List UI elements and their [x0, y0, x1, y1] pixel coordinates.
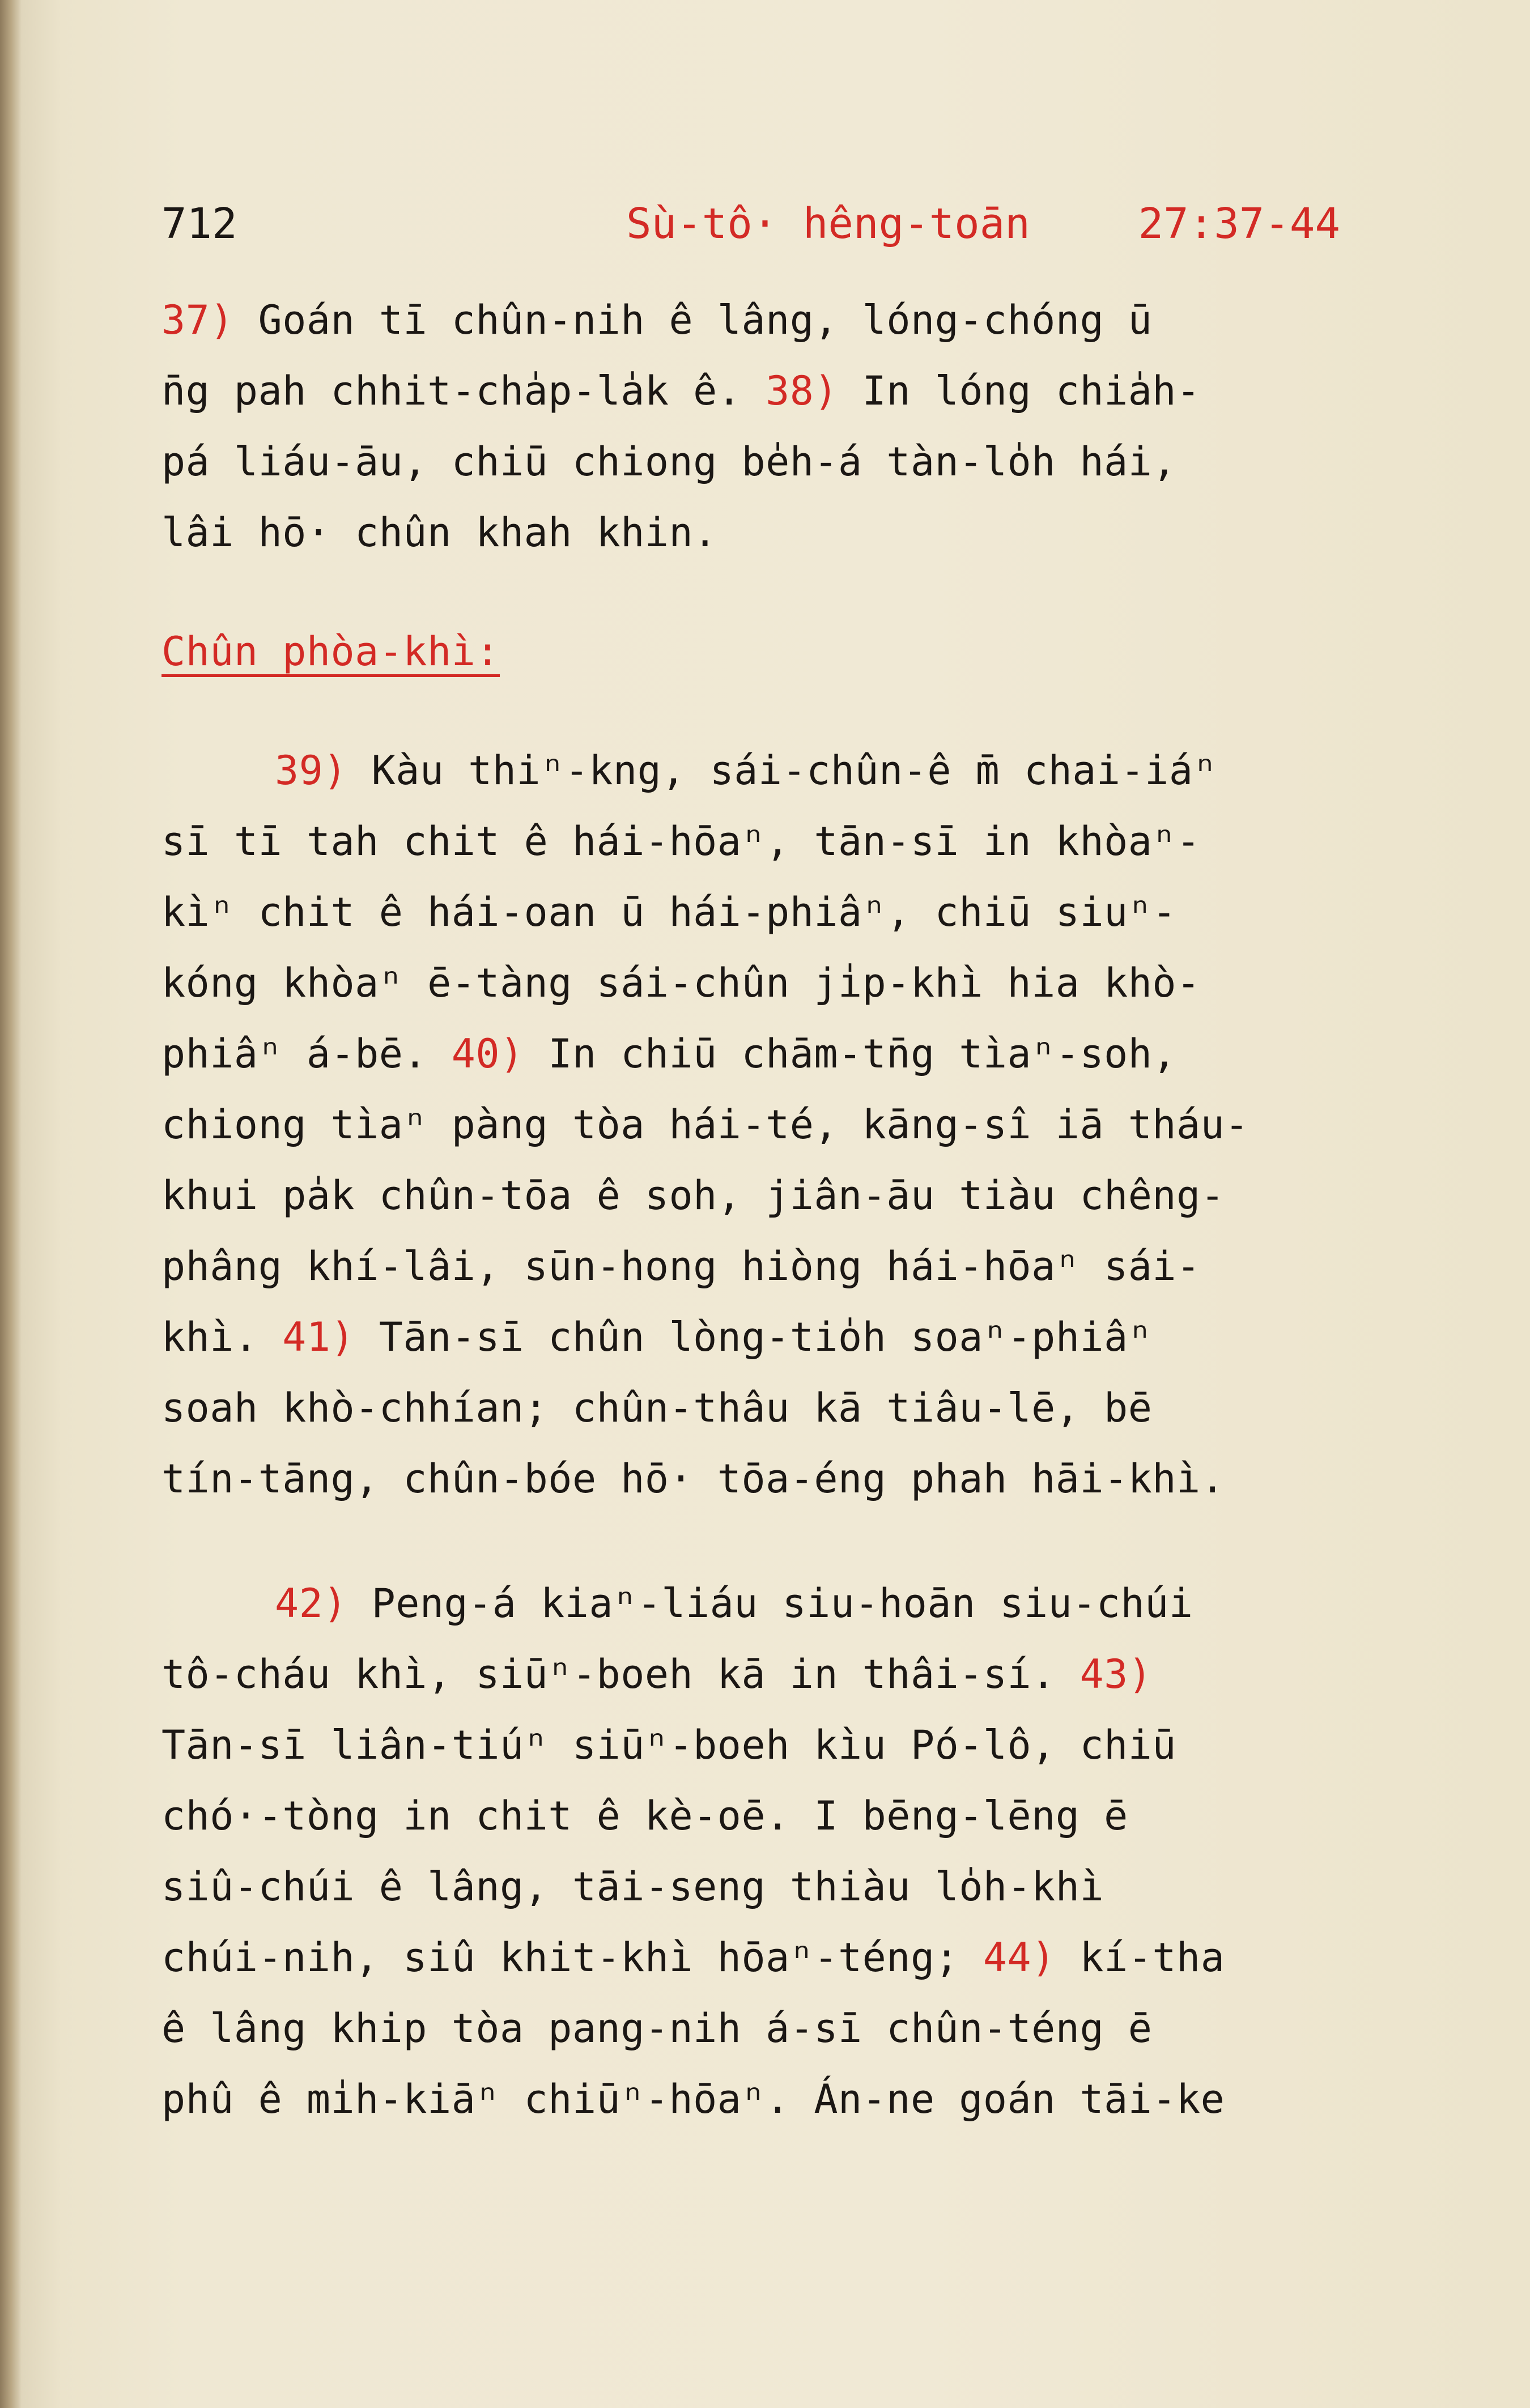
line-text: phû ê mi̍h-kiāⁿ chiūⁿ-hōaⁿ. Án-ne goán tāi-ke — [162, 2076, 1225, 2122]
line-text: khui pa̍k chûn-tōa ê soh, jiân-āu tiàu chêng- — [162, 1172, 1225, 1219]
line-text: chúi-nih, siû khit-khì hōaⁿ-téng; — [162, 1934, 983, 1981]
line-text: Tān-sī chûn lòng-tio̍h soaⁿ-phiâⁿ — [355, 1314, 1153, 1360]
page-number: 712 — [162, 199, 237, 248]
text-line — [162, 1858, 1104, 1915]
verse-number-40: 40) — [451, 1031, 524, 1077]
text-line — [162, 1788, 1128, 1844]
text-line — [162, 1096, 1249, 1153]
text-line — [162, 1167, 1225, 1224]
text-line — [162, 1026, 1176, 1082]
line-text: Goán tī chûn-nih ê lâng, lóng-chóng ū — [233, 297, 1153, 343]
page-header — [162, 193, 1340, 255]
line-text: Peng-á kiaⁿ-liáu siu-hoān siu-chúi — [347, 1580, 1193, 1627]
line-text: kóng khòaⁿ ē-tàng sái-chûn ji̍p-khì hia khò- — [162, 960, 1201, 1006]
text-line — [162, 504, 717, 561]
line-text: sī tī tah chit ê hái-hōaⁿ, tān-sī in khòaⁿ- — [162, 818, 1201, 865]
running-title: Sù-tô· hêng-toān — [626, 199, 1030, 248]
line-text: soah khò-chhían; chûn-thâu kā tiâu-lē, bē — [162, 1385, 1153, 1431]
text-line — [162, 2071, 1225, 2128]
text-line — [162, 1450, 1225, 1507]
line-text: tô-cháu khì, siūⁿ-boeh kā in thâi-sí. — [162, 1651, 1080, 1697]
text-line — [275, 1575, 1193, 1632]
line-text: ê lâng khip tòa pang-nih á-sī chûn-téng ē — [162, 2005, 1153, 2052]
line-text: chiong tìaⁿ pàng tòa hái-té, kāng-sî iā tháu- — [162, 1101, 1249, 1148]
verse-number-43: 43) — [1080, 1651, 1153, 1697]
verse-number-38: 38) — [766, 368, 839, 414]
text-line — [162, 2000, 1152, 2057]
line-text: lâi hō· chûn khah khin. — [162, 509, 717, 556]
line-text: n̄g pah chhit-cha̍p-la̍k ê. — [162, 368, 766, 414]
text-line — [162, 363, 1201, 419]
line-text: kí-tha — [1055, 1934, 1225, 1981]
line-text: In chiū chām-tn̄g tìaⁿ-soh, — [524, 1031, 1177, 1077]
line-text: Tān-sī liân-tiúⁿ siūⁿ-boeh kìu Pó-lô, chiū — [162, 1722, 1177, 1768]
text-line — [162, 1309, 1152, 1365]
section-heading: Chûn phòa-khì: — [162, 628, 500, 675]
line-text: chó·-tòng in chit ê kè-oē. I bēng-lēng ē — [162, 1793, 1128, 1839]
text-line — [162, 1929, 1225, 1986]
line-text: phiâⁿ á-bē. — [162, 1031, 452, 1077]
line-text: siû-chúi ê lâng, tāi-seng thiàu lo̍h-khì — [162, 1864, 1104, 1910]
section-heading-line — [162, 623, 500, 680]
text-line — [162, 955, 1201, 1011]
text-line — [162, 1380, 1152, 1436]
text-line — [162, 292, 1152, 348]
text-line — [162, 1238, 1201, 1295]
line-text: khì. — [162, 1314, 283, 1360]
verse-number-39: 39) — [275, 747, 347, 794]
verse-number-37: 37) — [162, 297, 234, 343]
verse-number-44: 44) — [983, 1934, 1056, 1981]
text-line — [275, 742, 1217, 799]
verse-number-42: 42) — [275, 1580, 347, 1627]
chapter-reference: 27:37-44 — [1138, 199, 1340, 248]
line-text: Kàu thiⁿ-kng, sái-chûn-ê m̄ chai-iáⁿ — [347, 747, 1218, 794]
text-line — [162, 433, 1176, 490]
verse-number-41: 41) — [282, 1314, 355, 1360]
line-text: phâng khí-lâi, sūn-hong hiòng hái-hōaⁿ sái- — [162, 1243, 1201, 1290]
line-text: In lóng chia̍h- — [838, 368, 1201, 414]
line-text: kìⁿ chit ê hái-oan ū hái-phiâⁿ, chiū siuⁿ- — [162, 889, 1177, 935]
line-text: tín-tāng, chûn-bóe hō· tōa-éng phah hāi-khì. — [162, 1456, 1225, 1502]
text-line — [162, 813, 1201, 870]
text-line — [162, 1717, 1176, 1773]
text-line — [162, 884, 1176, 941]
line-text: pá liáu-āu, chiū chiong be̍h-á tàn-lo̍h hái, — [162, 439, 1177, 485]
text-line — [162, 1646, 1152, 1703]
